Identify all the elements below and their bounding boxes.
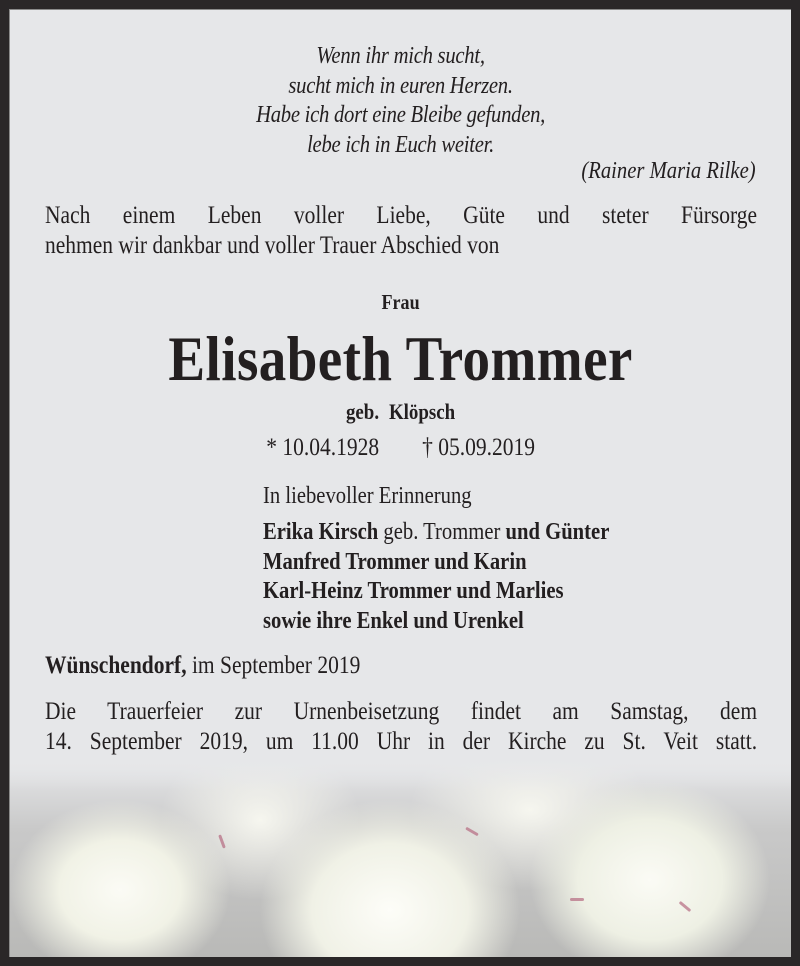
deceased-title: Frau xyxy=(381,290,420,314)
month-year: im September 2019 xyxy=(186,652,361,679)
petal-detail xyxy=(218,834,226,848)
death-date: † 05.09.2019 xyxy=(422,434,535,461)
family-line: Manfred Trommer und Karin xyxy=(263,548,527,575)
family-line: Karl-Heinz Trommer und Marlies xyxy=(263,578,564,604)
family-list xyxy=(263,518,609,636)
maiden-name: geb. Klöpsch xyxy=(345,399,456,424)
obituary-card xyxy=(9,9,791,957)
intro-text xyxy=(45,201,757,261)
poem-line: sucht mich in euren Herzen. xyxy=(288,72,513,99)
memory-label: In liebevoller Erinnerung xyxy=(263,483,472,509)
family-line: sowie ihre Enkel und Urenkel xyxy=(263,607,524,634)
birth-date: * 10.04.1928 xyxy=(266,434,380,461)
intro-line-1: Nach einem Leben voller Liebe, Güte und steter Fürsorge xyxy=(45,202,758,229)
service-line-2: 14. September 2019, um 11.00 Uhr in der Kirche zu St. Veit statt. xyxy=(45,728,758,755)
intro-line-2: nehmen wir dankbar und voller Trauer Abschied von xyxy=(45,232,500,259)
service-info xyxy=(45,697,757,757)
petal-detail xyxy=(679,901,692,912)
family-line xyxy=(263,518,609,548)
white-roses-image xyxy=(10,760,791,957)
place-date xyxy=(45,652,360,680)
poem-line: Wenn ihr mich sucht, xyxy=(316,43,485,69)
family-maiden: geb. Trommer xyxy=(378,519,506,545)
poem xyxy=(65,42,737,160)
petal-detail xyxy=(570,898,584,901)
deceased-name: Elisabeth Trommer xyxy=(168,323,633,394)
image-fade xyxy=(10,760,791,790)
life-dates xyxy=(65,434,737,462)
petal-detail xyxy=(465,827,479,837)
family-name: und Günter xyxy=(505,519,610,545)
service-line-1: Die Trauerfeier zur Urnenbeisetzung findet am Samstag, dem xyxy=(45,698,758,725)
family-name: Erika Kirsch xyxy=(263,519,379,545)
town: Wünschendorf, xyxy=(45,652,187,679)
poem-line: lebe ich in Euch weiter. xyxy=(307,131,495,158)
poem-author: (Rainer Maria Rilke) xyxy=(581,158,756,184)
poem-line: Habe ich dort eine Bleibe gefunden, xyxy=(256,102,546,128)
